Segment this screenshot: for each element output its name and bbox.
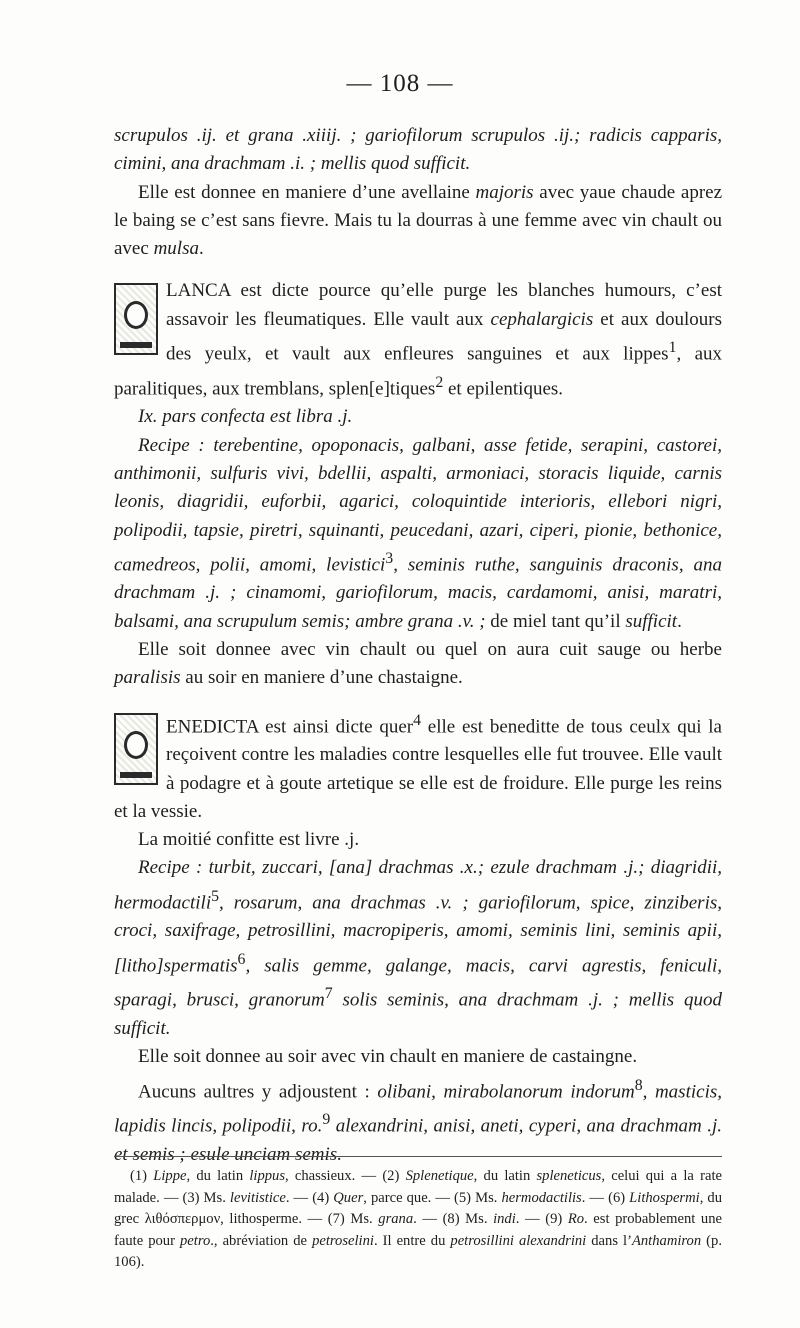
paragraph-planca	[114, 277, 722, 403]
text: de miel tant qu’il	[490, 610, 626, 632]
text: Elle soit donnee avec vin chault ou quel on aura cuit sauge ou herbe	[138, 639, 722, 661]
footnote-ref: 2	[435, 373, 444, 391]
footnote-ref: 3	[385, 549, 394, 567]
text: .	[198, 238, 204, 260]
main-text	[114, 122, 722, 1169]
paragraph-benedicta	[114, 707, 722, 827]
paragraph-recipe-planca	[114, 432, 722, 636]
italic-term: cephalargicis	[490, 308, 594, 330]
text: Elle soit donnee au soir avec vin chault en maniere de castaingne.	[138, 1046, 638, 1068]
recipe-text: solis seminis, ana drachmam .j. ; mellis quod sufficit.	[114, 989, 723, 1039]
recipe-text: , seminis ruthe, sanguinis draconis, ana drachmam .j. ; cinamomi, gariofilorum, macis, cardamomi, anisi, maratri, balsami, ana scrupulum semis; ambre grana .v. ;	[114, 554, 722, 632]
paragraph-administration	[114, 179, 722, 264]
paragraph-moitie	[114, 826, 722, 854]
text: ENEDICTA est ainsi dicte quer	[166, 715, 414, 737]
text: LANCA est dicte pource qu’elle purge les blanches humours, c’est assavoir les fleumatiques. Elle vault aux	[166, 280, 722, 330]
footnote-ref: 5	[211, 887, 220, 905]
text: .	[677, 610, 682, 632]
ornamental-initial-b-icon	[114, 713, 158, 785]
text: et epilentiques.	[443, 378, 564, 400]
footnotes	[114, 1166, 722, 1274]
italic-term: alexandrini, anisi, aneti, cyperi, ana drachmam .j. et semis ; esule unciam semis.	[114, 1115, 723, 1165]
footnote-ref: 1	[668, 339, 677, 357]
text: Elle est donnee en maniere d’une avellaine	[138, 181, 476, 203]
footnote-divider	[114, 1156, 722, 1157]
text: La moitié confitte est livre .j.	[138, 829, 360, 851]
footnotes-text: (1) Lippe, du latin lippus, chassieux. — (2) Splenetique, du latin spleneticus, celui qui a la rate malade. — (3) Ms. levitistice. — (4) Quer, parce que. — (5) Ms. hermodactilis. — (6) Lithospermi, du grec λιθόσπερμον, lithosperme. — (7) Ms. grana. — (8) Ms. indi. — (9) Ro. est probablement une faute pour petro., abréviation de petroselini. Il entre du petrosillini alexandrini dans l’Anthamiron (p. 106).	[114, 1168, 722, 1270]
recipe-continuation: scrupulos .ij. et grana .xiiij. ; gariofilorum scrupulos .ij.; radicis capparis, cimini, ana drachmam .i. ; mellis quod sufficit.	[114, 125, 722, 175]
text: Aucuns aultres y adjoustent :	[138, 1080, 378, 1102]
paragraph-recipe-benedicta	[114, 854, 722, 1043]
ornamental-initial-p-icon	[114, 283, 158, 355]
recipe-text: Recipe : turbit, zuccari, [ana] drachmas .x.; ezule drachmam .j.; diagridii, hermodactili	[114, 857, 722, 914]
recipe-text: Recipe : terebentine, opoponacis, galbani, asse fetide, serapini, castorei, anthimonii, sulfuris vivi, bdellii, aspalti, armoniaci, storacis liquide, carnis leonis, diagridii, euforbii, agarici, coloquintide interioris, ellebori nigri, polipodii, tapsie, piretri, squinanti, peucedani, azari, ciperi, pionie, bethonice, camedreos, polii, amomi, levistici	[114, 434, 722, 576]
text: avec yaue chaude aprez le baing se c’est sans fievre. Mais tu la dourras à une femme avec vin chault ou avec	[114, 181, 723, 260]
text: , aux paralitiques, aux tremblans, splen[e]tiques	[114, 343, 723, 400]
footnote-ref: 9	[322, 1111, 331, 1129]
paragraph-planca-dose	[114, 403, 722, 431]
paragraph-castaingne	[114, 1043, 722, 1071]
recipe-text: , rosarum, ana drachmas .v. ; gariofilorum, spice, zinziberis, croci, saxifrage, petrosillini, macropiperis, amomi, seminis lini, seminis apii, [litho]spermatis	[114, 892, 722, 976]
footnote-ref: 8	[634, 1076, 643, 1094]
footnote-ref: 7	[324, 985, 333, 1003]
page-number: — 108 —	[346, 70, 454, 97]
paragraph-aucuns	[114, 1072, 722, 1170]
paragraph-continuation	[114, 122, 722, 179]
text: et aux doulours des yeulx, et vault aux enfleures sanguines et aux lippes	[166, 308, 722, 365]
text: elle est beneditte de tous ceulx qui la reçoivent contre les maladies contre lesquelles elle fut trouvee. Elle vault à podagre et à goute artetique se elle est de froidure. Elle purge les reins et la vessie.	[114, 715, 722, 822]
footnote-ref: 6	[237, 950, 246, 968]
italic-term: paralisis	[114, 667, 181, 689]
italic-term: mulsa	[153, 238, 199, 260]
italic-term: olibani, mirabolanorum indorum	[377, 1080, 635, 1102]
paragraph-sauge	[114, 636, 722, 693]
footnote-ref: 4	[413, 711, 422, 729]
italic-term: , masticis, lapidis lincis, polipodii, ro.	[114, 1080, 722, 1137]
dose-line: Ix. pars confecta est libra .j.	[138, 406, 353, 428]
recipe-text: , salis gemme, galange, macis, carvi agrestis, feniculi, sparagi, brusci, granorum	[114, 954, 722, 1011]
italic-term: sufficit	[625, 610, 678, 632]
italic-term: majoris	[475, 181, 534, 203]
text: au soir en maniere d’une chastaigne.	[180, 667, 463, 689]
